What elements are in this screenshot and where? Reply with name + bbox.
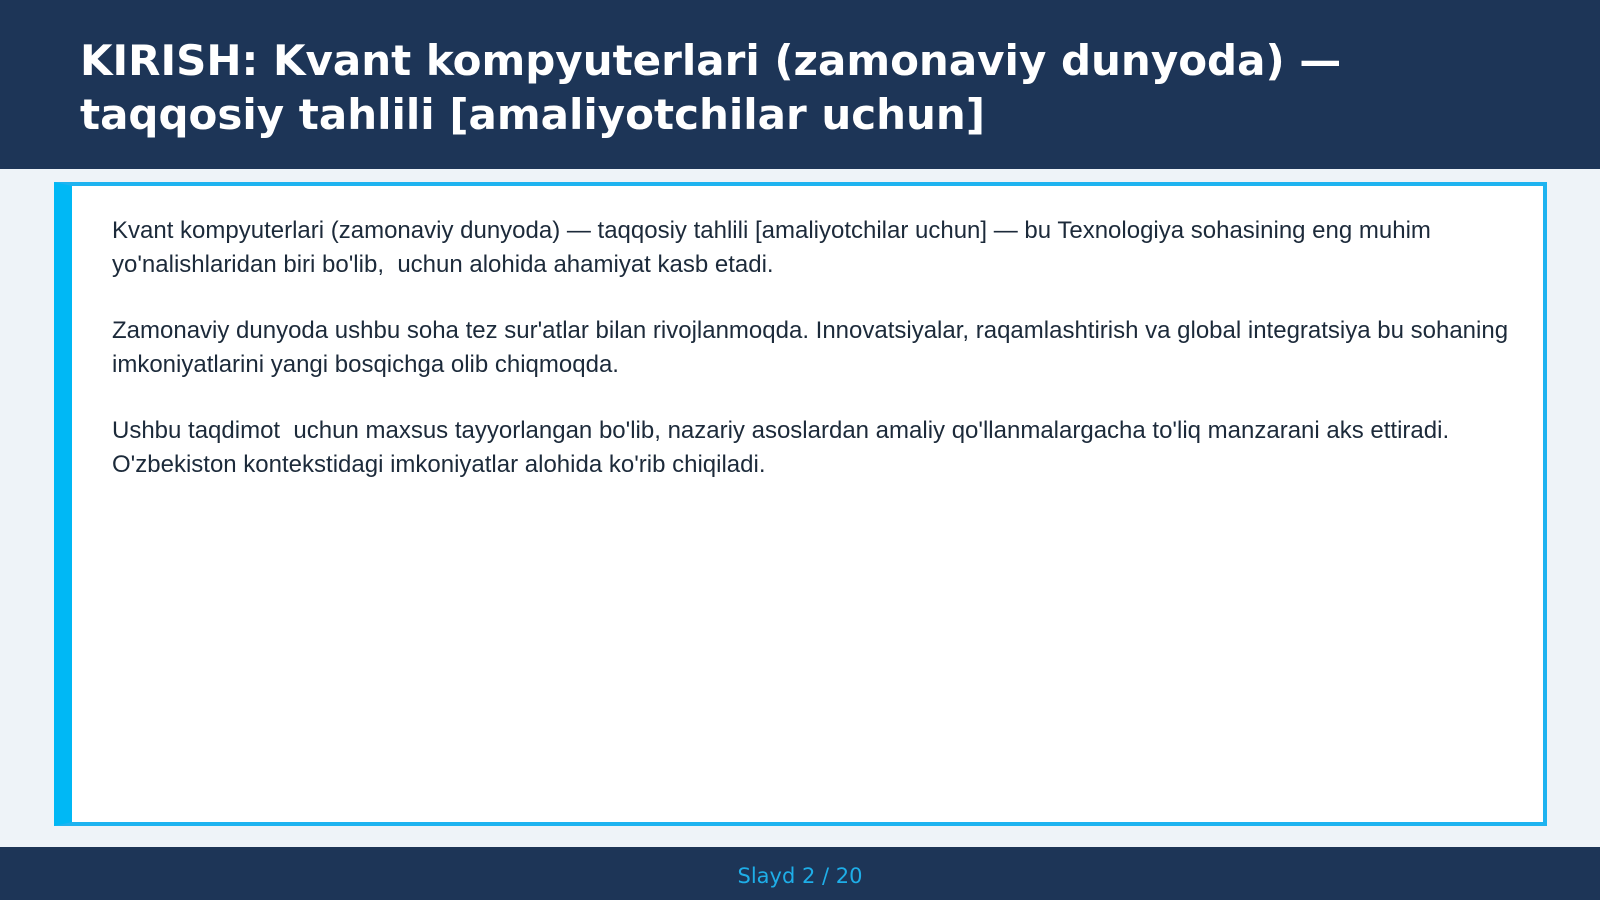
slide-header [0,0,1600,169]
paragraph-presentation-purpose: Ushbu taqdimot uchun maxsus tayyorlangan bo'lib, nazariy asoslardan amaliy qo'llanmalargacha to'liq manzarani aks ettiradi. O'zbekiston kontekstidagi imkoniyatlar alohida ko'rib chiqiladi. [112,417,1456,478]
content-body [112,214,1515,514]
slide-number: Slayd 2 / 20 [737,863,863,888]
content-panel [54,182,1547,826]
slide-title: KIRISH: Kvant kompyuterlari (zamonaviy dunyoda) — taqqosiy tahlili [amaliyotchilar uchun] [80,36,1342,139]
slide-footer [0,847,1600,900]
paragraph-intro: Kvant kompyuterlari (zamonaviy dunyoda) — taqqosiy tahlili [amaliyotchilar uchun] — bu Texnologiya sohasining eng muhim yo'nalishlaridan biri bo'lib, uchun alohida ahamiyat kasb etadi. [112,217,1438,278]
paragraph-modern-world: Zamonaviy dunyoda ushbu soha tez sur'atlar bilan rivojlanmoqda. Innovatsiyalar, raqamlashtirish va global integratsiya bu sohaning imkoniyatlarini yangi bosqichga olib chiqmoqda. [112,317,1515,378]
